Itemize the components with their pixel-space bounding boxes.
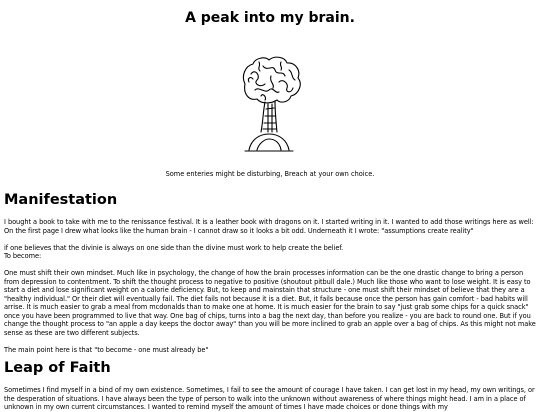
paragraph: One must shift their own mindset. Much like in psychology, the change of how the brain processes information can be the one drastic change to bring a person from depression to contentment. To shift the thought process to negative to positive (shoutout pitbull dale.) Much like those who want to lose weight. It is easy to start a diet and lose significant weight on a calorie deficiency. But, to keep and mainstain that structure - one must shift their mindset of believe that they are a "healthy individual." Or their diet will eventually fail. The diet fails not because it is a diet. But, it fails because once the person has gain comfort - bad habits will arrise. It is much easier to grab a meal from mcdonalds than to make one at home. It is much easier for the brain to say "just grab some chips for a quick snack" once you have been programmed to live that way. One bag of chips, turns into a bag the next day, than before you realize - you are back to round one. But if you change the thought process to "an apple a day keeps the doctor away" than you will be more inclined to grab an apple over a bag of chips. As this might not make sense as these are two different subjects. — [4, 269, 536, 337]
brain-sketch-image — [4, 54, 536, 154]
paragraph: I bought a book to take with me to the renissance festival. It is a leather book with dragons on it. I started writing in it. I wanted to add those writings here as well: On the first page I drew what looks like the human brain - I cannot draw so it looks a bit odd. Underneath it I wrote: "assumptions create reality" — [4, 218, 534, 235]
section-leap-of-faith — [4, 359, 536, 412]
content-warning: Some enteries might be disturbing, Breach at your own choice. — [165, 170, 375, 178]
section-heading: Leap of Faith — [4, 360, 111, 376]
page-title: A peak into my brain. — [185, 10, 355, 26]
section-heading: Manifestation — [4, 192, 118, 208]
section-manifestation — [4, 191, 536, 354]
brain-sketch-icon — [235, 54, 305, 154]
paragraph: if one believes that the divinie is always on one side than the divine must work to help create the belief. To become: — [4, 243, 344, 260]
paragraph: The main point here is that "to become - one must already be" — [4, 345, 209, 354]
paragraph: Sometimes I find myself in a bind of my own existence. Sometimes, I fail to see the amount of courage I have taken. I can get lost in my head, my own writings, or the desperation of situations. I have always been the type of person to walk into the unknown without awareness of where things might head. I am in a place of unknown in my own current circumstances. I wanted to remind myself the amount of times I have made choices or done things with my — [4, 386, 535, 411]
